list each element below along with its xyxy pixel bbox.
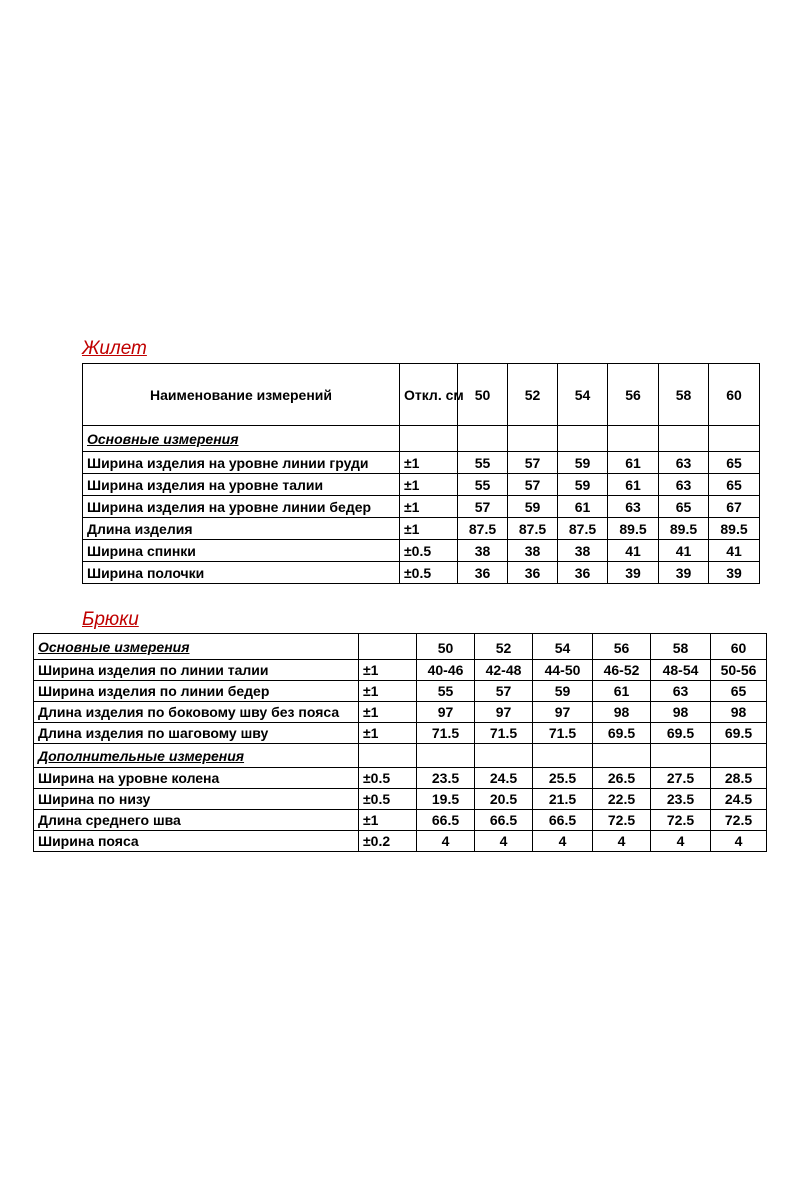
- trousers-measurement-name: Ширина на уровне колена: [34, 768, 359, 789]
- vest-value-cell: 36: [458, 562, 508, 584]
- vest-value-cell: 65: [709, 474, 760, 496]
- vest-value-cell: 63: [659, 474, 709, 496]
- vest-value-cell: 65: [659, 496, 709, 518]
- trousers-value-cell: 24.5: [475, 768, 533, 789]
- trousers-value-cell: 46-52: [593, 660, 651, 681]
- trousers-value-cell: 50-56: [711, 660, 767, 681]
- vest-value-cell: 87.5: [508, 518, 558, 540]
- trousers-size-header: 50: [417, 634, 475, 660]
- trousers-size-header: 60: [711, 634, 767, 660]
- trousers-tolerance: ±1: [359, 681, 417, 702]
- trousers-value-cell: 4: [593, 831, 651, 852]
- trousers-measurement-row: [34, 702, 767, 723]
- vest-measurement-name: Ширина изделия на уровне линии бедер: [83, 496, 400, 518]
- vest-value-cell: 59: [558, 452, 608, 474]
- vest-measurement-name: Ширина полочки: [83, 562, 400, 584]
- trousers-value-cell: 97: [417, 702, 475, 723]
- trousers-measurement-name: Ширина по низу: [34, 789, 359, 810]
- vest-value-cell: 38: [508, 540, 558, 562]
- vest-size-header: 50: [458, 364, 508, 426]
- vest-measurement-name: Ширина изделия на уровне талии: [83, 474, 400, 496]
- trousers-value-cell: 24.5: [711, 789, 767, 810]
- trousers-tolerance: ±1: [359, 660, 417, 681]
- vest-section-row: [83, 426, 760, 452]
- vest-value-cell: 36: [508, 562, 558, 584]
- vest-value-cell: 55: [458, 474, 508, 496]
- trousers-value-cell: 4: [417, 831, 475, 852]
- trousers-measurement-name: Длина изделия по шаговому шву: [34, 723, 359, 744]
- trousers-value-cell: 66.5: [475, 810, 533, 831]
- vest-tolerance: ±1: [400, 474, 458, 496]
- trousers-measurement-name: Длина среднего шва: [34, 810, 359, 831]
- trousers-value-cell: 98: [651, 702, 711, 723]
- trousers-tolerance: ±0.5: [359, 789, 417, 810]
- trousers-value-cell: 4: [475, 831, 533, 852]
- trousers-value-cell: 61: [593, 681, 651, 702]
- trousers-tolerance: ±0.2: [359, 831, 417, 852]
- vest-value-cell: 41: [659, 540, 709, 562]
- trousers-measurement-name: Длина изделия по боковому шву без пояса: [34, 702, 359, 723]
- trousers-value-cell: 55: [417, 681, 475, 702]
- trousers-header-row: [34, 634, 767, 660]
- trousers-title: Брюки: [82, 609, 139, 630]
- trousers-section-extra: Дополнительные измерения: [34, 744, 359, 768]
- trousers-value-cell: 97: [533, 702, 593, 723]
- trousers-value-cell: 19.5: [417, 789, 475, 810]
- vest-value-cell: 89.5: [659, 518, 709, 540]
- trousers-measurement-row: [34, 831, 767, 852]
- trousers-tolerance: ±1: [359, 702, 417, 723]
- vest-measurement-row: [83, 496, 760, 518]
- trousers-value-cell: 57: [475, 681, 533, 702]
- trousers-measurement-name: Ширина пояса: [34, 831, 359, 852]
- vest-tolerance: ±0.5: [400, 540, 458, 562]
- vest-header-tolerance: Откл. см: [400, 364, 458, 426]
- trousers-value-cell: 42-48: [475, 660, 533, 681]
- vest-header-name: Наименование измерений: [83, 364, 400, 426]
- vest-value-cell: 89.5: [709, 518, 760, 540]
- vest-header-row: [83, 364, 760, 426]
- trousers-measurement-row: [34, 660, 767, 681]
- vest-size-header: 54: [558, 364, 608, 426]
- trousers-measurement-row: [34, 810, 767, 831]
- vest-value-cell: 57: [508, 452, 558, 474]
- vest-value-cell: 59: [558, 474, 608, 496]
- vest-value-cell: 89.5: [608, 518, 659, 540]
- vest-value-cell: 67: [709, 496, 760, 518]
- trousers-value-cell: 59: [533, 681, 593, 702]
- trousers-section-main: Основные измерения: [34, 634, 359, 660]
- trousers-value-cell: 98: [593, 702, 651, 723]
- trousers-value-cell: 25.5: [533, 768, 593, 789]
- vest-value-cell: 41: [709, 540, 760, 562]
- vest-value-cell: 65: [709, 452, 760, 474]
- vest-title: Жилет: [82, 338, 147, 359]
- trousers-section-extra-row: [34, 744, 767, 768]
- vest-measurement-row: [83, 474, 760, 496]
- trousers-value-cell: 40-46: [417, 660, 475, 681]
- vest-value-cell: 87.5: [458, 518, 508, 540]
- trousers-value-cell: 22.5: [593, 789, 651, 810]
- trousers-table: [33, 633, 767, 852]
- vest-tolerance: ±1: [400, 452, 458, 474]
- vest-value-cell: 39: [709, 562, 760, 584]
- trousers-value-cell: 21.5: [533, 789, 593, 810]
- trousers-value-cell: 71.5: [417, 723, 475, 744]
- trousers-value-cell: 66.5: [533, 810, 593, 831]
- trousers-measurement-name: Ширина изделия по линии талии: [34, 660, 359, 681]
- vest-value-cell: 87.5: [558, 518, 608, 540]
- vest-measurement-row: [83, 518, 760, 540]
- trousers-value-cell: 72.5: [711, 810, 767, 831]
- trousers-value-cell: 97: [475, 702, 533, 723]
- vest-measurement-name: Длина изделия: [83, 518, 400, 540]
- vest-measurement-name: Ширина изделия на уровне линии груди: [83, 452, 400, 474]
- trousers-value-cell: 44-50: [533, 660, 593, 681]
- vest-measurement-name: Ширина спинки: [83, 540, 400, 562]
- vest-value-cell: 41: [608, 540, 659, 562]
- trousers-value-cell: 4: [533, 831, 593, 852]
- trousers-measurement-row: [34, 768, 767, 789]
- vest-value-cell: 38: [558, 540, 608, 562]
- vest-value-cell: 39: [659, 562, 709, 584]
- trousers-size-header: 52: [475, 634, 533, 660]
- vest-value-cell: 39: [608, 562, 659, 584]
- trousers-value-cell: 63: [651, 681, 711, 702]
- trousers-tolerance: ±0.5: [359, 768, 417, 789]
- vest-size-header: 56: [608, 364, 659, 426]
- trousers-value-cell: 26.5: [593, 768, 651, 789]
- vest-value-cell: 57: [458, 496, 508, 518]
- trousers-value-cell: 65: [711, 681, 767, 702]
- vest-size-header: 58: [659, 364, 709, 426]
- trousers-value-cell: 71.5: [533, 723, 593, 744]
- vest-section-label: Основные измерения: [83, 426, 400, 452]
- vest-value-cell: 59: [508, 496, 558, 518]
- trousers-value-cell: 69.5: [593, 723, 651, 744]
- vest-measurement-row: [83, 540, 760, 562]
- trousers-tolerance: ±1: [359, 723, 417, 744]
- vest-value-cell: 36: [558, 562, 608, 584]
- vest-tolerance: ±1: [400, 496, 458, 518]
- trousers-measurement-row: [34, 789, 767, 810]
- trousers-value-cell: 98: [711, 702, 767, 723]
- vest-value-cell: 38: [458, 540, 508, 562]
- trousers-size-header: 56: [593, 634, 651, 660]
- trousers-measurement-row: [34, 723, 767, 744]
- vest-measurement-row: [83, 562, 760, 584]
- vest-tolerance: ±1: [400, 518, 458, 540]
- trousers-value-cell: 72.5: [593, 810, 651, 831]
- trousers-value-cell: 23.5: [651, 789, 711, 810]
- trousers-value-cell: 4: [651, 831, 711, 852]
- vest-value-cell: 61: [608, 474, 659, 496]
- trousers-tolerance: ±1: [359, 810, 417, 831]
- vest-value-cell: 63: [659, 452, 709, 474]
- vest-measurement-row: [83, 452, 760, 474]
- trousers-value-cell: 69.5: [711, 723, 767, 744]
- trousers-value-cell: 20.5: [475, 789, 533, 810]
- trousers-size-header: 58: [651, 634, 711, 660]
- trousers-measurement-row: [34, 681, 767, 702]
- vest-value-cell: 55: [458, 452, 508, 474]
- trousers-size-header: 54: [533, 634, 593, 660]
- vest-value-cell: 61: [608, 452, 659, 474]
- trousers-value-cell: 23.5: [417, 768, 475, 789]
- trousers-value-cell: 28.5: [711, 768, 767, 789]
- trousers-value-cell: 66.5: [417, 810, 475, 831]
- trousers-value-cell: 72.5: [651, 810, 711, 831]
- vest-size-header: 60: [709, 364, 760, 426]
- trousers-value-cell: 71.5: [475, 723, 533, 744]
- vest-tolerance: ±0.5: [400, 562, 458, 584]
- vest-table: [82, 363, 760, 584]
- trousers-value-cell: 27.5: [651, 768, 711, 789]
- trousers-measurement-name: Ширина изделия по линии бедер: [34, 681, 359, 702]
- trousers-value-cell: 4: [711, 831, 767, 852]
- trousers-value-cell: 48-54: [651, 660, 711, 681]
- vest-size-header: 52: [508, 364, 558, 426]
- vest-value-cell: 63: [608, 496, 659, 518]
- vest-value-cell: 61: [558, 496, 608, 518]
- trousers-value-cell: 69.5: [651, 723, 711, 744]
- vest-value-cell: 57: [508, 474, 558, 496]
